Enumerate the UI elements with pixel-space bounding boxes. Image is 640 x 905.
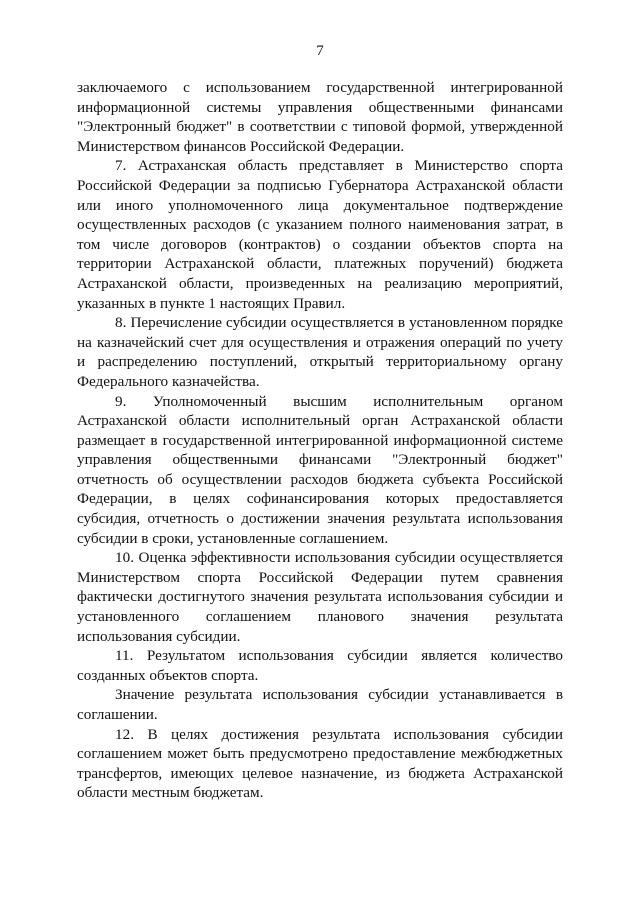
paragraph-item-8: 8. Перечисление субсидии осуществляется в установленном порядке на казначейский счет для осуществления и отражения операций по учету и распределению поступлений, открытый территориальному органу Федерального казначейства.: [77, 314, 563, 390]
paragraph-result-value: Значение результата использования субсидии устанавливается в соглашении.: [77, 686, 563, 723]
paragraph-item-9: 9. Уполномоченный высшим исполнительным органом Астраханской области исполнительный орган Астраханской области размещает в государственной интегрированной информационной системе управления общественными финансами "Электронный бюджет" отчетность об осуществлении расходов бюджета субъекта Российской Федерации, в целях софинансирования которых предоставляется субсидия, отчетность о достижении значения результата использования субсидии в сроки, установленные соглашением.: [77, 392, 563, 547]
paragraph-item-12: 12. В целях достижения результата использования субсидии соглашением может быть предусмотрено предоставление межбюджетных трансфертов, имеющих целевое назначение, из бюджета Астраханской области местным бюджетам.: [77, 725, 563, 802]
paragraph-item-11: 11. Результатом использования субсидии является количество созданных объектов спорта.: [77, 647, 563, 684]
paragraph-continuation: заключаемого с использованием государственной интегрированной информационной системы управления общественными финансами "Электронный бюджет" в соответствии с типовой формой, утвержденной Министерством финансов Российской Федерации.: [77, 79, 563, 155]
paragraph-item-7: 7. Астраханская область представляет в Министерство спорта Российской Федерации за подписью Губернатора Астраханской области или иного уполномоченного лица документальное подтверждение осуществленных расходов (с указанием полного наименования затрат, в том числе договоров (контрактов) о создании объектов спорта на территории Астраханской области, платежных поручений) бюджета Астраханской области, произведенных на реализацию мероприятий, указанных в пункте 1 настоящих Правил.: [77, 157, 563, 312]
page-number: 7: [316, 43, 324, 59]
paragraph-item-10: 10. Оценка эффективности использования субсидии осуществляется Министерством спорта Российской Федерации путем сравнения фактически достигнутого значения результата использования субсидии и установленного соглашением планового значения результата использования субсидии.: [77, 549, 563, 645]
document-body: [77, 78, 563, 803]
